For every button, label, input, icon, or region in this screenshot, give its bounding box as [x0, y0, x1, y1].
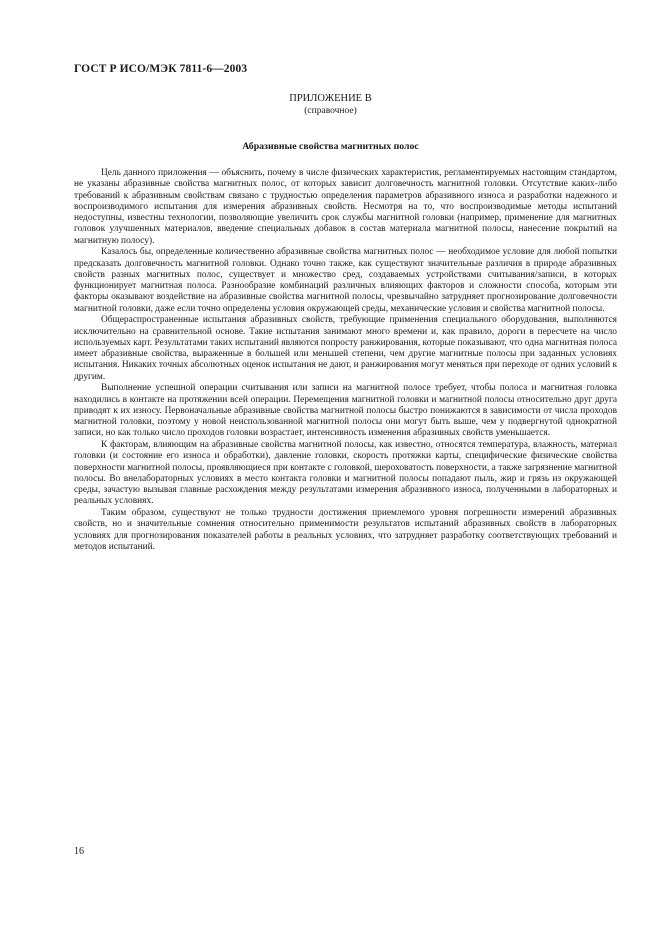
appendix-label: ПРИЛОЖЕНИЕ В	[289, 93, 372, 104]
page-number: 16	[74, 846, 84, 857]
paragraph-1: Цель данного приложения — объяснить, почему в числе физических характеристик, регламентируемых настоящим стандартом, не указаны абразивные свойства магнитных полос, от которых зависит долговечность магнитной головки. Отсутствие каких-либо требований к абразивным свойствам связано с трудностью определения параметров абразивного износа и разработки надежного и воспроизводимого испытания для измерения абразивных свойств. Несмотря на то, что воспроизводимые методы испытаний недоступны, известны технологии, позволяющие увеличить срок службы магнитной головки (например, применение для магнитных головок улучшенных материалов, введение специальных добавок в состав материала магнитной полосы, нанесение покрытий на магнитную полосу).	[74, 168, 617, 246]
paragraph-2: Казалось бы, определенные количественно абразивные свойства магнитных полос — необходимое условие для любой попытки предсказать долговечность магнитной головки. Однако точно также, как существуют значительные различия в природе абразивных свойств разных магнитных полос, существует и множество сред, создаваемых устройствами считывания/записи, в которых функционирует магнитная полоса. Разнообразие комбинаций различных влияющих факторов и сложности способа, которым эти факторы оказывают воздействие на абразивные свойства магнитной полосы, чрезвычайно затрудняет прогнозирование долговечности магнитной головки, даже если точно определены условия окружающей среды, механические условия и свойства магнитной полосы.	[74, 247, 617, 314]
document-header: ГОСТ Р ИСО/МЭК 7811-6—2003	[74, 63, 248, 75]
appendix-note: (справочное)	[304, 106, 357, 116]
paragraph-3: Общераспространенные испытания абразивных свойств, требующие применения специального оборудования, выполняются исключительно на сравнительной основе. Такие испытания занимают много времени и, как правило, дороги в пересчете на число используемых карт. Результатами таких испытаний являются попросту ранжирования, которые показывают, что одна магнитная полоса имеет абразивные свойства, выраженные в большей или меньшей степени, чем другие магнитные полосы при заданных условиях испытания. Никаких точных абсолютных оценок испытания не дают, и ранжирования могут меняться при переходе от одних условий к другим.	[74, 315, 617, 382]
paragraph-6: Таким образом, существуют не только трудности достижения приемлемого уровня погрешности измерений абразивных свойств, но и значительные сомнения относительно применимости результатов испытаний абразивных свойств в лабораторных условиях для прогнозирования показателей работы в реальных условиях, что затрудняет разработку соответствующих требований и методов испытаний.	[74, 508, 617, 552]
appendix-heading	[0, 93, 661, 117]
paragraph-4: Выполнение успешной операции считывания или записи на магнитной полосе требует, чтобы полоса и магнитная головка находились в контакте на протяжении всей операции. Перемещения магнитной головки и магнитной полосы относительно друг друга приводят к их износу. Первоначальные абразивные свойства магнитной полосы быстро понижаются в зависимости от числа проходов магнитной головки, поэтому у новой неиспользованной магнитной полосы они могут быть выше, чем у подвергнутой однократной записи, но как только число проходов головки возрастает, интенсивность изменения абразивных свойств уменьшается.	[74, 383, 617, 439]
body-text	[74, 168, 617, 554]
paragraph-5: К факторам, влияющим на абразивные свойства магнитной полосы, как известно, относятся температура, влажность, материал головки (и состояние его износа и обработки), давление головки, скорость протяжки карты, специфические физические свойства поверхности магнитной полосы, проявляющиеся при контакте с головкой, шероховатость поверхности, а также загрязнение магнитной полосы. Во внелабораторных условиях в место контакта головки и магнитной полосы попадают пыль, жир и грязь из окружающей среды, зачастую вызывая главные расхождения между результатами измерения абразивного износа, полученными в лабораторных и реальных условиях.	[74, 440, 617, 507]
section-title: Абразивные свойства магнитных полос	[242, 141, 419, 152]
